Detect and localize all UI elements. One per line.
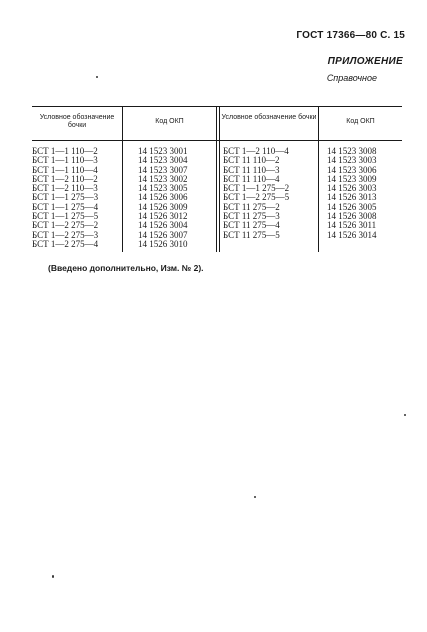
column-divider-double [216, 106, 217, 252]
header-okp-right: Код ОКП [346, 118, 375, 125]
header-okp-left: Код ОКП [155, 118, 184, 125]
designation-cell: БСТ 1—2 110—4 [223, 146, 289, 156]
okp-code-cell: 14 1526 3008 [327, 211, 377, 222]
designation-cell: БСТ 1—1 275—2 [223, 183, 290, 194]
designation-cell: БСТ 1—1 110—4 [32, 164, 98, 175]
designation-cell: БСТ 11 275—5 [223, 229, 280, 240]
okp-code-cell: 14 1526 3006 [138, 192, 188, 203]
designation-cell: БСТ 1—1 110—3 [32, 155, 98, 166]
okp-code-cell: 14 1526 3007 [138, 229, 188, 240]
okp-code-cell: 14 1526 3011 [327, 220, 377, 231]
okp-code-cell: 14 1523 3004 [138, 155, 188, 166]
designation-cell: БСТ 1—2 275—2 [32, 220, 99, 231]
scan-speck [254, 496, 256, 498]
okp-code-cell: 14 1523 3002 [138, 173, 188, 184]
table-top-rule [32, 106, 402, 107]
appendix-title: ПРИЛОЖЕНИЕ [327, 56, 403, 67]
designation-cell: БСТ 1—1 110—2 [32, 146, 98, 156]
okp-code-cell: 14 1526 3004 [138, 220, 188, 231]
designation-cell: БСТ 11 275—2 [223, 201, 280, 212]
okp-code-column-right [327, 147, 377, 240]
okp-code-cell: 14 1523 3007 [138, 164, 188, 175]
designation-cell: БСТ 1—2 275—5 [223, 192, 290, 203]
okp-code-cell: 14 1526 3012 [138, 211, 188, 222]
designation-cell: БСТ 1—2 110—2 [32, 173, 98, 184]
okp-code-cell: 14 1523 3008 [327, 146, 377, 156]
designation-cell: БСТ 11 275—4 [223, 220, 280, 231]
designation-cell: БСТ 1—1 275—5 [32, 211, 99, 222]
okp-code-cell: 14 1523 3006 [327, 164, 377, 175]
okp-code-column-left [138, 147, 188, 249]
column-divider-double [219, 106, 220, 252]
okp-code-cell: 14 1526 3010 [138, 238, 188, 249]
okp-code-cell: 14 1523 3005 [138, 183, 188, 194]
okp-code-cell: 14 1526 3014 [327, 229, 377, 240]
designation-column-right [223, 147, 289, 240]
table-header-rule [32, 140, 402, 141]
okp-code-cell: 14 1526 3013 [327, 192, 377, 203]
designation-cell: БСТ 1—2 275—3 [32, 229, 99, 240]
okp-code-cell: 14 1523 3009 [327, 173, 377, 184]
designation-cell: БСТ 11 275—3 [223, 211, 280, 222]
designation-cell: БСТ 1—1 275—4 [32, 201, 99, 212]
designation-cell: БСТ 11 110—2 [223, 155, 280, 166]
scan-speck [52, 575, 54, 578]
amendment-note: (Введено дополнительно, Изм. № 2). [48, 263, 204, 273]
scan-speck [404, 414, 406, 416]
scan-speck [96, 76, 98, 78]
okp-code-table [32, 106, 402, 252]
okp-code-cell: 14 1526 3009 [138, 201, 188, 212]
column-divider [122, 106, 123, 252]
page-header: ГОСТ 17366—80 С. 15 [296, 30, 405, 41]
header-designation-left: Условное обозначение бочки [39, 114, 115, 129]
okp-code-cell: 14 1523 3003 [327, 155, 377, 166]
designation-cell: БСТ 11 110—3 [223, 164, 280, 175]
okp-code-cell: 14 1526 3005 [327, 201, 377, 212]
designation-cell: БСТ 1—2 110—3 [32, 183, 98, 194]
appendix-subtitle: Справочное [326, 73, 377, 83]
okp-code-cell: 14 1526 3003 [327, 183, 377, 194]
designation-cell: БСТ 1—1 275—3 [32, 192, 99, 203]
okp-code-cell: 14 1523 3001 [138, 146, 188, 156]
designation-cell: БСТ 1—2 275—4 [32, 238, 99, 249]
header-designation-right: Условное обозначение бочки [221, 114, 317, 121]
designation-column-left [32, 147, 98, 249]
designation-cell: БСТ 11 110—4 [223, 173, 280, 184]
column-divider [318, 106, 319, 252]
